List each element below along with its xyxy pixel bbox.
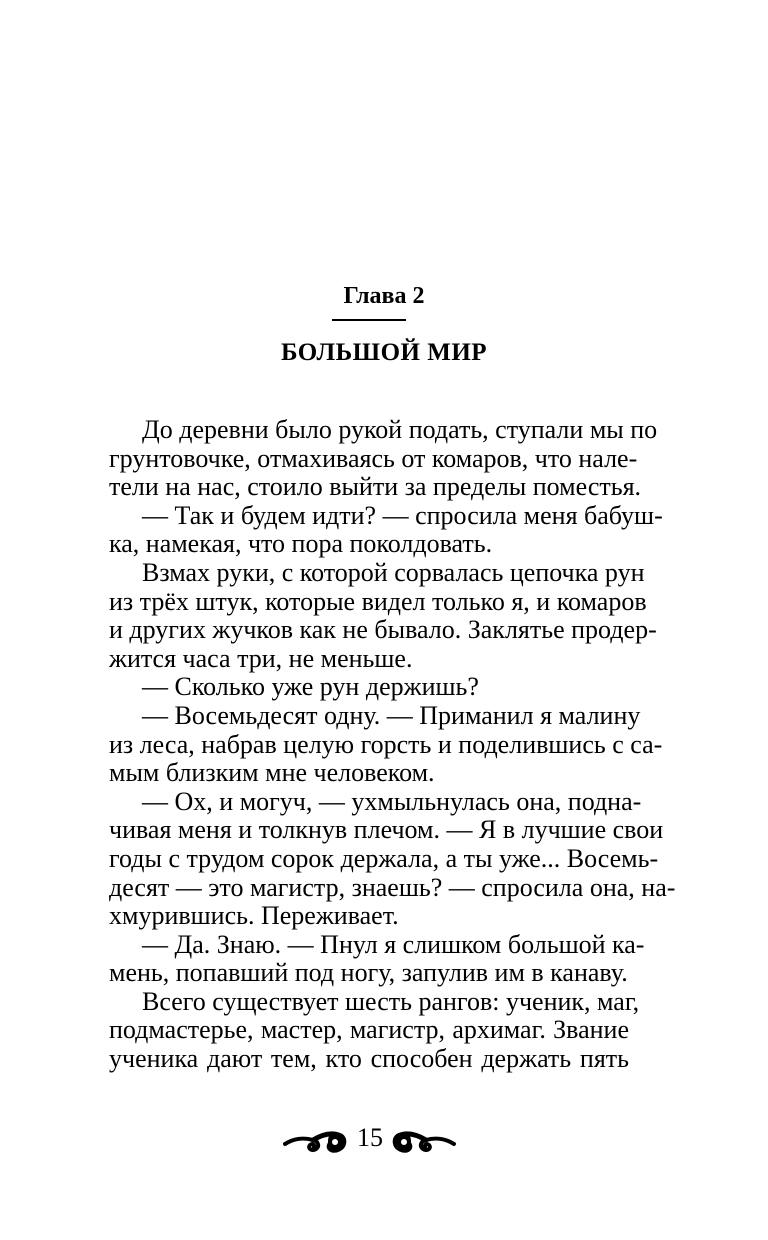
text-line: тели на нас, стоило выйти за пределы поместья. [109,472,642,502]
text-line: — Восемьдесят одну. — Приманил я малину [142,700,641,730]
swirl-ornament-right-icon [392,1122,456,1158]
text-line: ученика дают тем, кто способен держать пять [109,1044,629,1074]
body-text [109,415,676,1074]
text-line: чивая меня и толкнув плечом. — Я в лучшие свои [109,815,664,845]
chapter-title: БОЛЬШОЙ МИР [280,339,488,366]
text-line: хмурившись. Переживает. [109,901,399,931]
page-footer [0,1118,768,1162]
text-line: — Да. Знаю. — Пнул я слишком большой ка- [142,929,645,959]
text-line: — Так и будем идти? — спросила меня бабуш- [142,500,663,530]
text-line: ка, намекая, что пора поколдовать. [109,529,493,559]
swirl-ornament-left-icon [283,1122,347,1158]
text-line: десят — это магистр, знаешь? — спросила она, на- [109,872,676,902]
text-line: подмастерье, мастер, магистр, архимаг. Звание [109,1015,629,1045]
page-number: 15 [357,1123,383,1152]
text-line: мым близким мне человеком. [109,758,435,788]
text-line: грунтовочке, отмахиваясь от комаров, что нале- [109,443,638,473]
chapter-divider [332,319,406,321]
text-line: мень, попавший под ногу, запулив им в канаву. [109,958,628,988]
text-line: — Сколько уже рун держишь? [142,672,479,702]
text-line: — Ох, и могуч, — ухмыльнулась она, подна- [142,786,642,816]
text-line: жится часа три, не меньше. [109,643,413,673]
text-line: До деревни было рукой подать, ступали мы по [142,415,658,444]
text-line: годы с трудом сорок держала, а ты уже... Восемь- [109,843,659,873]
text-line: из трёх штук, которые видел только я, и комаров [109,586,647,616]
text-line: Взмах руки, с которой сорвалась цепочка рун [142,557,645,587]
chapter-label: Глава 2 [343,283,425,309]
text-line: из леса, набрав целую горсть и поделившись с са- [109,729,663,759]
text-line: и других жучков как не бывало. Заклятье продер- [109,615,657,645]
text-line: Всего существует шесть рангов: ученик, маг, [142,986,640,1016]
